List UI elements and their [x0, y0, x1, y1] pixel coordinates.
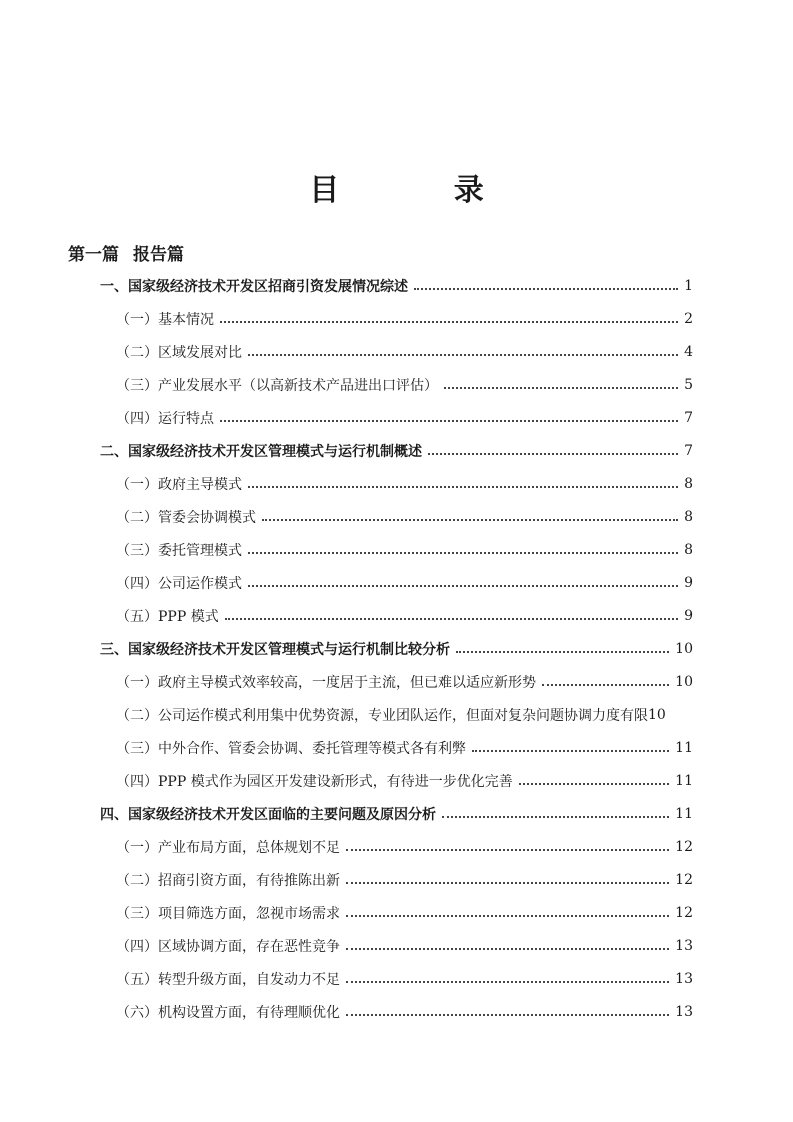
toc-page-number: 13 — [675, 938, 693, 954]
toc-leader-dots — [220, 321, 678, 323]
toc-leader-dots — [346, 915, 669, 917]
toc-entry-title: （四）PPP 模式作为园区开发建设新形式，有待进一步优化完善 — [116, 774, 513, 790]
toc-page-number: 4 — [684, 344, 693, 360]
toc-leader-dots — [248, 585, 678, 587]
toc-subsection-entry[interactable] — [116, 964, 693, 994]
toc-subsection-entry[interactable] — [116, 403, 693, 433]
toc-subsection-entry[interactable] — [116, 931, 693, 961]
part-heading — [68, 240, 184, 265]
toc-leader-dots — [225, 618, 678, 620]
toc-page-number: 12 — [675, 872, 693, 888]
toc-page-number: 12 — [675, 905, 693, 921]
toc-leader-dots — [456, 651, 669, 653]
toc-subsection-entry[interactable] — [116, 997, 693, 1027]
toc-page-number: 13 — [675, 1004, 693, 1020]
toc-entry-title: （二）管委会协调模式 — [116, 510, 256, 526]
toc-entry-title: （一）产业布局方面，总体规划不足 — [116, 840, 340, 856]
toc-subsection-entry[interactable] — [116, 535, 693, 565]
toc-subsection-entry[interactable] — [116, 601, 693, 631]
toc-page-number: 7 — [684, 443, 693, 459]
toc-page-number: 8 — [684, 476, 693, 492]
toc-subsection-entry[interactable] — [116, 733, 693, 763]
toc-leader-dots — [346, 948, 669, 950]
toc-subsection-entry[interactable] — [116, 502, 693, 532]
toc-leader-dots — [346, 981, 669, 983]
toc-page-number: 10 — [675, 641, 693, 657]
toc-entry-title: （四）区域协调方面，存在恶性竞争 — [116, 939, 340, 955]
toc-leader-dots — [542, 684, 669, 686]
toc-subsection-entry[interactable] — [116, 766, 693, 796]
toc-entry-title: （六）机构设置方面，有待理顺优化 — [116, 1005, 340, 1021]
toc-entry-title: （三）中外合作、管委会协调、委托管理等模式各有利弊 — [116, 741, 466, 757]
toc-leader-dots — [428, 453, 678, 455]
toc-leader-dots — [519, 783, 669, 785]
toc-entry-title: （一）基本情况 — [116, 312, 214, 328]
toc-entry-title: （二）公司运作模式利用集中优势资源，专业团队运作，但面对复杂问题协调力度有限 — [116, 708, 648, 724]
toc-page-number: 11 — [675, 773, 693, 789]
toc-page-number: 9 — [684, 608, 693, 624]
toc-entry-title: （二）区域发展对比 — [116, 345, 242, 361]
toc-entry-title: （三）项目筛选方面，忽视市场需求 — [116, 906, 340, 922]
toc-subsection-entry[interactable] — [116, 865, 693, 895]
toc-section-entry[interactable] — [100, 634, 693, 664]
toc-leader-dots — [346, 1014, 669, 1016]
toc-section-entry[interactable] — [100, 271, 693, 301]
toc-page-number: 2 — [684, 311, 693, 327]
toc-entry-title: （四）运行特点 — [116, 411, 214, 427]
toc-subsection-entry[interactable] — [116, 700, 693, 730]
toc-subsection-entry[interactable] — [116, 337, 693, 367]
toc-entry-title: （五）转型升级方面，自发动力不足 — [116, 972, 340, 988]
toc-entry-title: （一）政府主导模式效率较高，一度居于主流，但已难以适应新形势 — [116, 675, 536, 691]
toc-subsection-entry[interactable] — [116, 898, 693, 928]
toc-subsection-entry[interactable] — [116, 667, 693, 697]
toc-subsection-entry[interactable] — [116, 370, 693, 400]
toc-entry-title: （四）公司运作模式 — [116, 576, 242, 592]
toc-entry-title: 一、国家级经济技术开发区招商引资发展情况综述 — [100, 279, 408, 295]
toc-leader-dots — [414, 288, 678, 290]
toc-entry-title: （三）产业发展水平（以高新技术产品进出口评估） — [116, 378, 438, 394]
toc-entry-title: 四、国家级经济技术开发区面临的主要问题及原因分析 — [100, 807, 436, 823]
toc-leader-dots — [442, 816, 669, 818]
toc-page-number: 10 — [675, 674, 693, 690]
toc-entry-title: （一）政府主导模式 — [116, 477, 242, 493]
toc-subsection-entry[interactable] — [116, 304, 693, 334]
toc-section-entry[interactable] — [100, 799, 693, 829]
toc-page-number: 8 — [684, 509, 693, 525]
toc-leader-dots — [248, 552, 678, 554]
toc-page-number: 1 — [684, 278, 693, 294]
toc-entry-title: （二）招商引资方面，有待推陈出新 — [116, 873, 340, 889]
toc-page-number: 11 — [675, 806, 693, 822]
toc-leader-dots — [346, 849, 669, 851]
toc-leader-dots — [248, 354, 678, 356]
toc-leader-dots — [262, 519, 678, 521]
toc-entry-title: 二、国家级经济技术开发区管理模式与运行机制概述 — [100, 444, 422, 460]
toc-page-number: 12 — [675, 839, 693, 855]
toc-entry-title: 三、国家级经济技术开发区管理模式与运行机制比较分析 — [100, 642, 450, 658]
toc-page-number: 8 — [684, 542, 693, 558]
toc-subsection-entry[interactable] — [116, 568, 693, 598]
toc-entry-title: （五）PPP 模式 — [116, 609, 219, 625]
toc-page-number: 10 — [648, 707, 666, 723]
toc-page-number: 7 — [684, 410, 693, 426]
part-label: 第一篇 — [68, 245, 119, 265]
page-title: 目 录 — [309, 173, 536, 208]
toc-leader-dots — [346, 882, 669, 884]
toc-leader-dots — [220, 420, 678, 422]
toc-page-number: 13 — [675, 971, 693, 987]
toc-section-entry[interactable] — [100, 436, 693, 466]
toc-page-number: 11 — [675, 740, 693, 756]
part-name: 报告篇 — [133, 245, 184, 265]
toc-leader-dots — [248, 486, 678, 488]
toc-subsection-entry[interactable] — [116, 469, 693, 499]
toc-leader-dots — [444, 387, 678, 389]
toc-subsection-entry[interactable] — [116, 832, 693, 862]
toc-entry-title: （三）委托管理模式 — [116, 543, 242, 559]
toc-leader-dots — [472, 750, 669, 752]
toc-page-number: 9 — [684, 575, 693, 591]
toc-page-number: 5 — [684, 377, 693, 393]
